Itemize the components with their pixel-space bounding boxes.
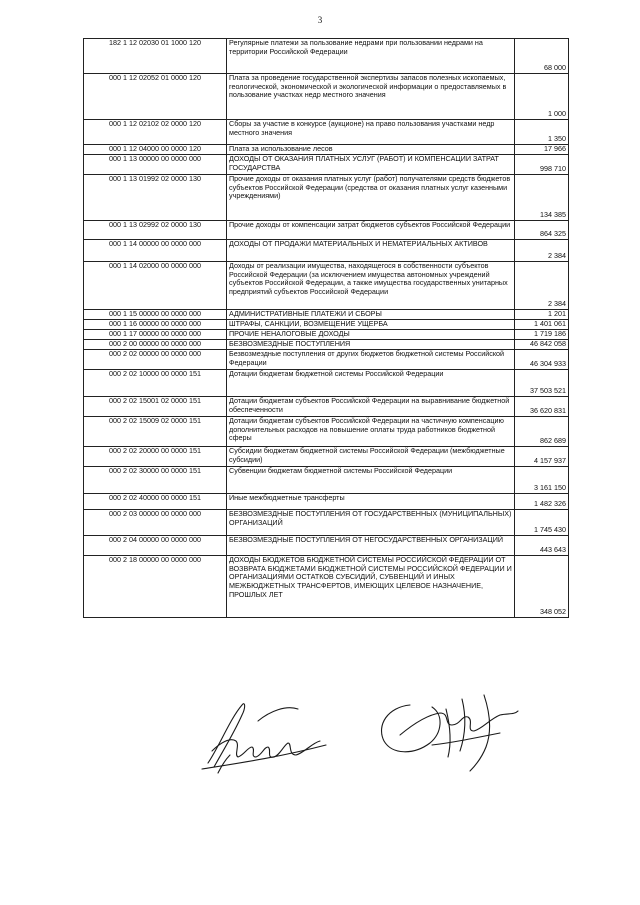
row-code: 000 1 12 02052 01 0000 120 [84, 74, 227, 120]
row-name: Дотации бюджетам субъектов Российской Федерации на выравнивание бюджетной обеспеченности [227, 397, 515, 417]
table-row [84, 536, 569, 556]
row-amount: 443 643 [515, 536, 569, 556]
table-row [84, 510, 569, 536]
row-code: 000 1 14 00000 00 0000 000 [84, 240, 227, 262]
row-code: 000 2 02 40000 00 0000 151 [84, 494, 227, 510]
table-row [84, 397, 569, 417]
row-amount: 1 745 430 [515, 510, 569, 536]
row-code: 000 2 18 00000 00 0000 000 [84, 556, 227, 618]
row-amount: 348 052 [515, 556, 569, 618]
table-row [84, 221, 569, 240]
table-row [84, 370, 569, 397]
row-name: Прочие доходы от оказания платных услуг (работ) получателями средств бюджетов субъектов Российской Федерации (средства от оказания платных услуг казенными учреждениями) [227, 175, 515, 221]
row-name: Дотации бюджетам субъектов Российской Федерации на частичную компенсацию дополнительных расходов на повышение оплаты труда работников бюджетной сферы [227, 417, 515, 447]
row-code: 000 2 04 00000 00 0000 000 [84, 536, 227, 556]
row-code: 000 2 02 30000 00 0000 151 [84, 467, 227, 494]
row-amount: 1 719 186 [515, 330, 569, 340]
row-code: 000 2 02 10000 00 0000 151 [84, 370, 227, 397]
table-row [84, 467, 569, 494]
row-amount: 1 000 [515, 74, 569, 120]
revenue-table-body [84, 39, 569, 618]
row-name: Сборы за участие в конкурсе (аукционе) на право пользования участками недр местного значения [227, 120, 515, 145]
row-amount: 4 157 937 [515, 447, 569, 467]
row-code: 000 1 17 00000 00 0000 000 [84, 330, 227, 340]
table-row [84, 155, 569, 175]
row-amount: 1 350 [515, 120, 569, 145]
table-row [84, 310, 569, 320]
row-code: 000 2 02 00000 00 0000 000 [84, 350, 227, 370]
table-row [84, 350, 569, 370]
revenue-table [83, 38, 569, 618]
row-name: Прочие доходы от компенсации затрат бюджетов субъектов Российской Федерации [227, 221, 515, 240]
row-name: Субвенции бюджетам бюджетной системы Российской Федерации [227, 467, 515, 494]
row-name: ДОХОДЫ ОТ ОКАЗАНИЯ ПЛАТНЫХ УСЛУГ (РАБОТ) И КОМПЕНСАЦИИ ЗАТРАТ ГОСУДАРСТВА [227, 155, 515, 175]
row-amount: 1 401 061 [515, 320, 569, 330]
row-amount: 17 966 [515, 145, 569, 155]
row-amount: 998 710 [515, 155, 569, 175]
row-amount: 864 325 [515, 221, 569, 240]
row-code: 000 1 13 00000 00 0000 000 [84, 155, 227, 175]
row-amount: 37 503 521 [515, 370, 569, 397]
row-amount: 68 000 [515, 39, 569, 74]
row-name: БЕЗВОЗМЕЗДНЫЕ ПОСТУПЛЕНИЯ ОТ ГОСУДАРСТВЕННЫХ (МУНИЦИПАЛЬНЫХ) ОРГАНИЗАЦИЙ [227, 510, 515, 536]
row-code: 000 1 15 00000 00 0000 000 [84, 310, 227, 320]
table-row [84, 340, 569, 350]
row-amount: 134 385 [515, 175, 569, 221]
table-row [84, 330, 569, 340]
signatures [200, 685, 530, 795]
table-row [84, 120, 569, 145]
row-amount: 46 842 058 [515, 340, 569, 350]
row-code: 000 2 03 00000 00 0000 000 [84, 510, 227, 536]
row-amount: 2 384 [515, 262, 569, 310]
row-code: 000 1 16 00000 00 0000 000 [84, 320, 227, 330]
table-row [84, 556, 569, 618]
row-amount: 36 620 831 [515, 397, 569, 417]
row-name: Иные межбюджетные трансферты [227, 494, 515, 510]
row-name: Регулярные платежи за пользование недрами при пользовании недрами на территории Российской Федерации [227, 39, 515, 74]
row-name: Доходы от реализации имущества, находящегося в собственности субъектов Российской Федерации (за исключением имущества автономных учреждений субъектов Российской Федерации, а также имущества государственных унитарных предприятий субъектов Российской Федерации [227, 262, 515, 310]
row-name: Плата за проведение государственной экспертизы запасов полезных ископаемых, геологической, экономической и экологической информации о предоставляемых в пользование участках недр местного значения [227, 74, 515, 120]
row-code: 000 1 13 02992 02 0000 130 [84, 221, 227, 240]
row-code: 000 1 13 01992 02 0000 130 [84, 175, 227, 221]
table-row [84, 447, 569, 467]
row-code: 000 1 12 04000 00 0000 120 [84, 145, 227, 155]
row-amount: 3 161 150 [515, 467, 569, 494]
table-row [84, 320, 569, 330]
table-row [84, 145, 569, 155]
row-name: Плата за использование лесов [227, 145, 515, 155]
table-row [84, 240, 569, 262]
table-row [84, 494, 569, 510]
row-name: Дотации бюджетам бюджетной системы Российской Федерации [227, 370, 515, 397]
row-code: 182 1 12 02030 01 1000 120 [84, 39, 227, 74]
signature-right [382, 695, 518, 771]
signature-left [202, 704, 326, 773]
table-row [84, 175, 569, 221]
row-name: БЕЗВОЗМЕЗДНЫЕ ПОСТУПЛЕНИЯ ОТ НЕГОСУДАРСТВЕННЫХ ОРГАНИЗАЦИЙ [227, 536, 515, 556]
row-name: АДМИНИСТРАТИВНЫЕ ПЛАТЕЖИ И СБОРЫ [227, 310, 515, 320]
row-name: ДОХОДЫ ОТ ПРОДАЖИ МАТЕРИАЛЬНЫХ И НЕМАТЕРИАЛЬНЫХ АКТИВОВ [227, 240, 515, 262]
row-code: 000 2 02 15009 02 0000 151 [84, 417, 227, 447]
row-amount: 1 482 326 [515, 494, 569, 510]
row-name: БЕЗВОЗМЕЗДНЫЕ ПОСТУПЛЕНИЯ [227, 340, 515, 350]
row-name: ШТРАФЫ, САНКЦИИ, ВОЗМЕЩЕНИЕ УЩЕРБА [227, 320, 515, 330]
table-row [84, 417, 569, 447]
row-code: 000 2 02 20000 00 0000 151 [84, 447, 227, 467]
row-amount: 862 689 [515, 417, 569, 447]
table-row [84, 39, 569, 74]
row-code: 000 1 14 02000 00 0000 000 [84, 262, 227, 310]
row-amount: 2 384 [515, 240, 569, 262]
row-amount: 1 201 [515, 310, 569, 320]
table-row [84, 262, 569, 310]
row-name: ПРОЧИЕ НЕНАЛОГОВЫЕ ДОХОДЫ [227, 330, 515, 340]
row-code: 000 2 00 00000 00 0000 000 [84, 340, 227, 350]
page-number: 3 [317, 15, 323, 25]
row-name: Безвозмездные поступления от других бюджетов бюджетной системы Российской Федерации [227, 350, 515, 370]
table-row [84, 74, 569, 120]
row-name: ДОХОДЫ БЮДЖЕТОВ БЮДЖЕТНОЙ СИСТЕМЫ РОССИЙСКОЙ ФЕДЕРАЦИИ ОТ ВОЗВРАТА БЮДЖЕТАМИ БЮДЖЕТНОЙ СИСТЕМЫ РОССИЙСКОЙ ФЕДЕРАЦИИ И ОРГАНИЗАЦИЯМИ ОСТАТКОВ СУБСИДИЙ, СУБВЕНЦИЙ И ИНЫХ МЕЖБЮДЖЕТНЫХ ТРАНСФЕРТОВ, ИМЕЮЩИХ ЦЕЛЕВОЕ НАЗНАЧЕНИЕ, ПРОШЛЫХ ЛЕТ [227, 556, 515, 618]
row-amount: 46 304 933 [515, 350, 569, 370]
row-name: Субсидии бюджетам бюджетной системы Российской Федерации (межбюджетные субсидии) [227, 447, 515, 467]
row-code: 000 1 12 02102 02 0000 120 [84, 120, 227, 145]
row-code: 000 2 02 15001 02 0000 151 [84, 397, 227, 417]
